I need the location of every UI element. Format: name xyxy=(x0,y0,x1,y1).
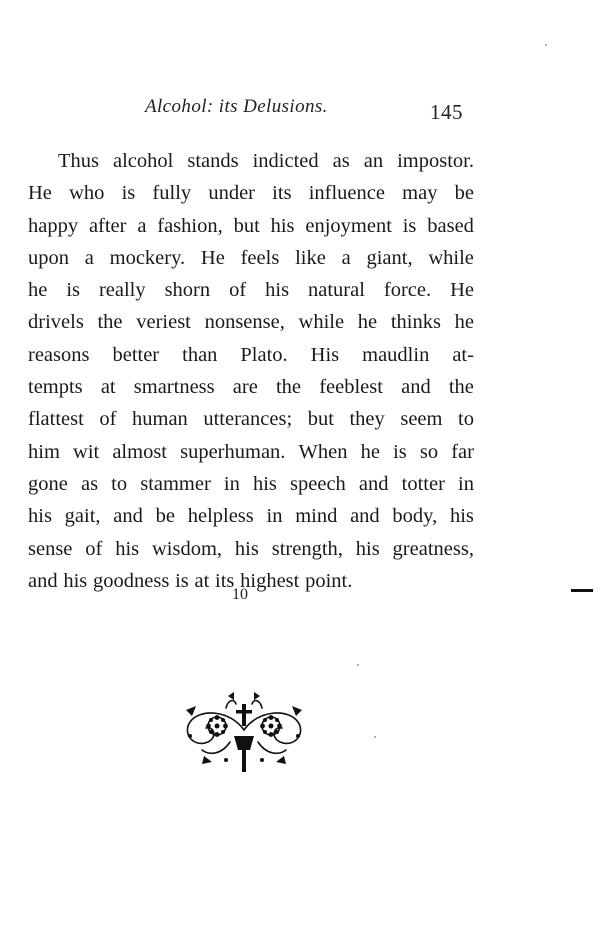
text-line xyxy=(28,533,474,565)
word: to xyxy=(111,472,128,495)
word: tempts xyxy=(28,376,83,399)
word: the xyxy=(448,376,474,399)
word: is xyxy=(175,569,189,592)
word: His xyxy=(310,343,340,366)
word: of xyxy=(99,408,117,431)
word: feels xyxy=(240,246,280,269)
word: and xyxy=(350,505,380,528)
word: at- xyxy=(452,343,474,366)
text-line xyxy=(28,403,474,435)
word: upon xyxy=(28,246,69,269)
word: alcohol xyxy=(113,150,174,172)
text-line xyxy=(28,274,474,306)
word: is xyxy=(402,214,417,237)
text-line xyxy=(28,468,474,500)
word: his xyxy=(252,472,277,495)
word: but xyxy=(307,408,334,431)
text-line xyxy=(28,145,474,177)
word: human xyxy=(132,408,188,431)
running-title: Alcohol: its Delusions. xyxy=(145,96,328,117)
word: his xyxy=(270,214,295,237)
word: reasons xyxy=(28,343,90,366)
word: feeblest xyxy=(319,376,383,399)
word: natural xyxy=(308,279,365,302)
word: gait, xyxy=(64,505,101,528)
word: may xyxy=(402,182,438,205)
word: and xyxy=(401,376,431,399)
word: and xyxy=(28,569,58,592)
word: so xyxy=(419,440,439,463)
floral-ornament-icon xyxy=(170,690,318,780)
word: mockery. xyxy=(109,246,186,269)
paper-speck xyxy=(545,44,547,46)
word: at xyxy=(194,569,210,592)
word: at xyxy=(100,376,116,399)
word: wit xyxy=(73,440,100,463)
text-line xyxy=(28,371,474,403)
word: its xyxy=(215,569,235,592)
word: as xyxy=(332,150,350,172)
word: happy xyxy=(28,214,79,237)
text-line xyxy=(28,242,474,274)
word: greatness, xyxy=(392,537,474,560)
text-line xyxy=(28,565,474,597)
word: goodness xyxy=(93,569,170,592)
word: under xyxy=(208,182,255,205)
word: sense xyxy=(28,537,73,560)
word: fashion, xyxy=(157,214,223,237)
word: fully xyxy=(152,182,192,205)
word: almost xyxy=(112,440,167,463)
word: he xyxy=(454,311,474,334)
word: of xyxy=(229,279,247,302)
margin-dash xyxy=(571,589,593,592)
word: mind xyxy=(295,505,338,528)
page-number: 145 xyxy=(430,100,463,124)
signature-mark: 10 xyxy=(232,586,248,603)
word: far xyxy=(451,440,474,463)
word: helpless xyxy=(187,505,254,528)
text-line xyxy=(28,339,474,371)
text-line xyxy=(28,210,474,242)
word: flattest xyxy=(28,408,84,431)
word: of xyxy=(85,537,103,560)
text-line xyxy=(28,306,474,338)
word: his xyxy=(355,537,380,560)
word: is xyxy=(393,440,407,463)
text-line xyxy=(28,177,474,209)
word: maudlin xyxy=(362,343,430,366)
word: strength, xyxy=(271,537,343,560)
word: point. xyxy=(305,569,353,592)
word: in xyxy=(223,472,240,495)
word: highest xyxy=(240,569,300,592)
word: drivels xyxy=(28,311,84,334)
word: seem xyxy=(400,408,443,431)
word: shorn xyxy=(164,279,211,302)
word: really xyxy=(98,279,146,302)
paper-speck xyxy=(357,664,359,666)
word: its xyxy=(272,182,292,205)
word: like xyxy=(295,246,326,269)
word: he xyxy=(357,311,378,334)
word: is xyxy=(66,279,80,302)
word: impostor. xyxy=(397,150,474,172)
word: but xyxy=(233,214,260,237)
word: wisdom, xyxy=(152,537,223,560)
word: a xyxy=(84,246,94,269)
word: as xyxy=(80,472,99,495)
word: giant, xyxy=(366,246,413,269)
word: and xyxy=(358,472,389,495)
word: totter xyxy=(401,472,445,495)
word: his xyxy=(234,537,259,560)
word: indicted xyxy=(252,150,319,172)
word: his xyxy=(449,505,474,528)
word: He xyxy=(200,246,225,269)
word: force. xyxy=(383,279,432,302)
word: a xyxy=(341,246,351,269)
word: He xyxy=(450,279,474,302)
paper-speck xyxy=(374,736,376,738)
text-line xyxy=(28,500,474,532)
word: thinks xyxy=(390,311,441,334)
word: while xyxy=(428,246,474,269)
word: he xyxy=(28,279,48,302)
word: the xyxy=(97,311,123,334)
word: Plato. xyxy=(240,343,288,366)
word: after xyxy=(88,214,127,237)
word: his xyxy=(115,537,140,560)
word: to xyxy=(458,408,474,431)
word: gone xyxy=(28,472,68,495)
word: superhuman. xyxy=(180,440,286,463)
word: be xyxy=(155,505,175,528)
word: are xyxy=(232,376,258,399)
word: influence xyxy=(308,182,385,205)
word: they xyxy=(349,408,385,431)
word: veriest xyxy=(136,311,191,334)
word: is xyxy=(121,182,136,205)
body-paragraph xyxy=(28,145,474,597)
word: smartness xyxy=(133,376,215,399)
word: nonsense, xyxy=(204,311,285,334)
word: an xyxy=(363,150,384,172)
word: his xyxy=(63,569,88,592)
word: a xyxy=(137,214,147,237)
word: He xyxy=(28,182,52,205)
word: When xyxy=(298,440,348,463)
word: utterances; xyxy=(203,408,293,431)
word: enjoyment xyxy=(305,214,392,237)
word: and xyxy=(113,505,143,528)
word: speech xyxy=(290,472,346,495)
text-line xyxy=(28,436,474,468)
word: than xyxy=(182,343,218,366)
word: better xyxy=(112,343,160,366)
word: his xyxy=(265,279,290,302)
word: be xyxy=(454,182,474,205)
word: while xyxy=(298,311,345,334)
word: in xyxy=(458,472,474,495)
word: him xyxy=(28,440,60,463)
word: Thus xyxy=(58,150,99,172)
word: stands xyxy=(187,150,239,172)
word: who xyxy=(69,182,105,205)
word: based xyxy=(427,214,474,237)
word: stammer xyxy=(140,472,211,495)
word: his xyxy=(28,505,52,528)
word: the xyxy=(275,376,302,399)
word: he xyxy=(360,440,380,463)
word: body, xyxy=(392,505,438,528)
word: in xyxy=(266,505,283,528)
